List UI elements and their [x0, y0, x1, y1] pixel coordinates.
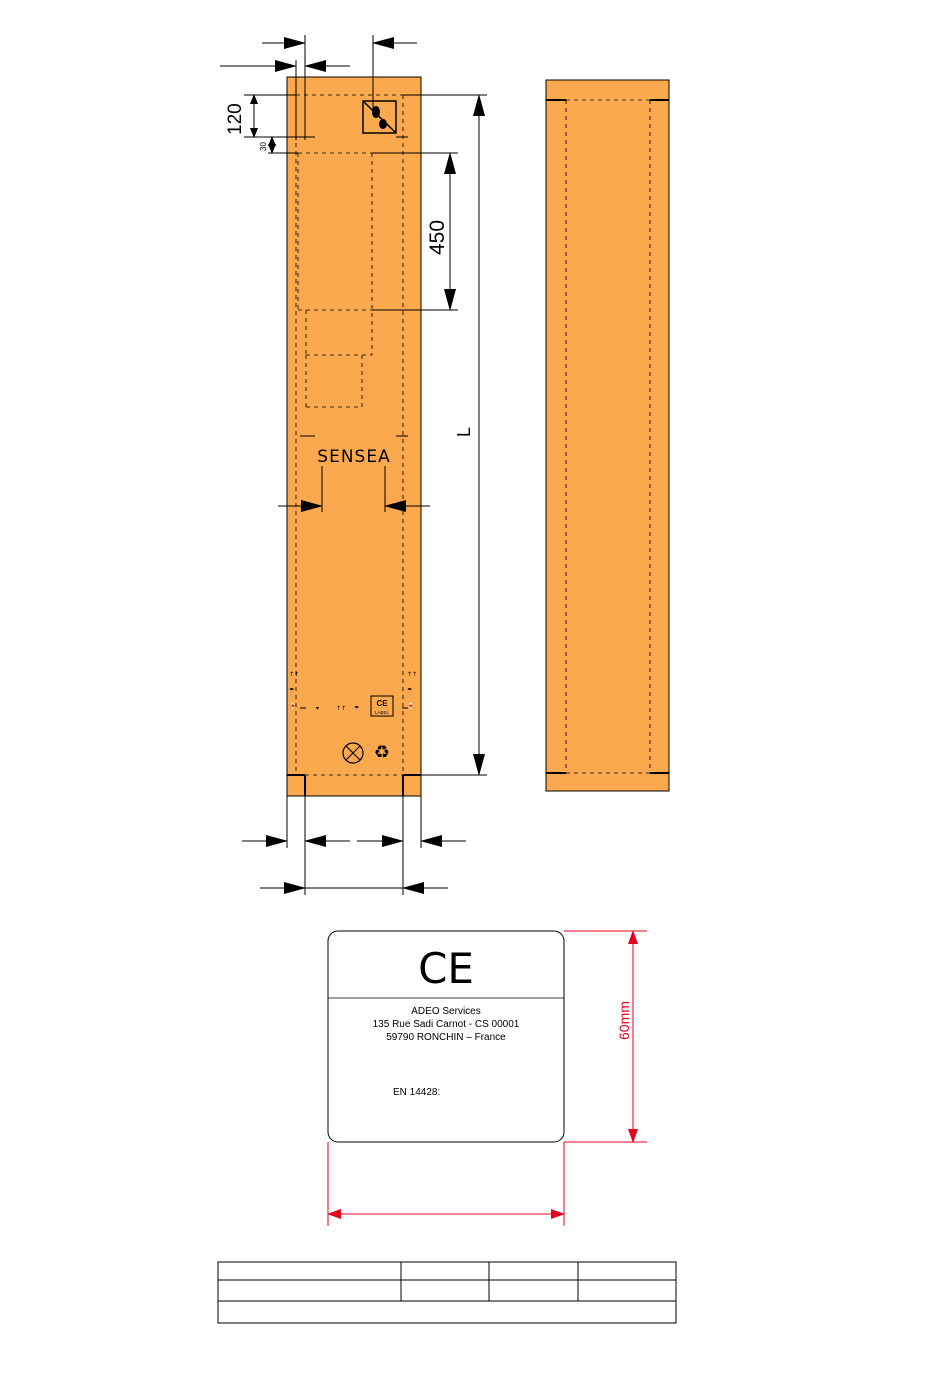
- dim-450-label: 450: [426, 219, 449, 255]
- ce-address-line3: 59790 RONCHIN – France: [386, 1032, 506, 1043]
- recycle-icon: ♻: [373, 742, 391, 763]
- svg-text:LABEL: LABEL: [374, 710, 390, 715]
- ce-norm: EN 14428:: [393, 1087, 441, 1098]
- ce-address-line1: ADEO Services: [411, 1006, 481, 1017]
- svg-text:🍷: 🍷: [289, 703, 297, 710]
- dim-30-label: 30: [259, 142, 268, 151]
- ce-mark: CE: [418, 944, 474, 993]
- svg-text:CE: CE: [376, 699, 388, 708]
- dim-120-label: 120: [225, 103, 246, 135]
- svg-text:↑↑: ↑↑: [336, 705, 347, 712]
- svg-text:▾: ▾: [316, 705, 320, 712]
- title-table: [218, 1262, 676, 1323]
- side-panel: [546, 80, 669, 791]
- brand-logo: SENSEA: [317, 447, 391, 467]
- svg-text:↑↑: ↑↑: [289, 671, 300, 678]
- dim-L-label: L: [454, 426, 474, 437]
- svg-text:☂: ☂: [289, 687, 295, 694]
- ce-label: [328, 931, 564, 1142]
- dim-60mm-label: 60mm: [616, 1001, 632, 1040]
- svg-text:☂: ☂: [407, 687, 413, 694]
- svg-text:↑↑: ↑↑: [407, 671, 418, 678]
- ce-address-line2: 135 Rue Sadi Carnot - CS 00001: [372, 1019, 520, 1030]
- svg-text:☂: ☂: [354, 705, 360, 712]
- svg-text:🍷: 🍷: [407, 703, 415, 710]
- front-panel: [287, 77, 421, 796]
